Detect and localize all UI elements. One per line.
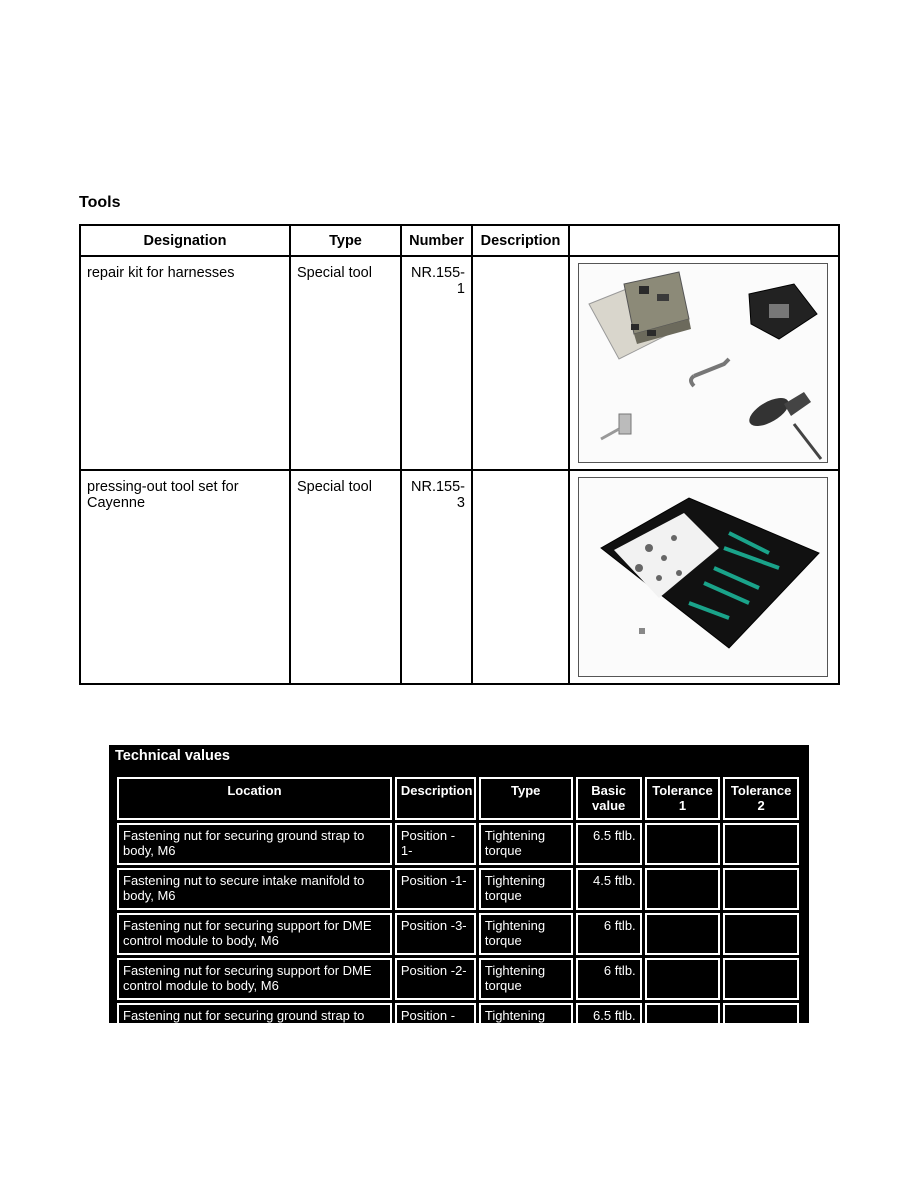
basic-value-cell: 4.5 ftlb. — [576, 868, 642, 910]
tool-type: Special tool — [290, 470, 401, 684]
header-description: Description — [395, 777, 476, 820]
tool-designation: pressing-out tool set for Cayenne — [80, 470, 290, 684]
tolerance-1-cell — [645, 913, 721, 955]
tool-description — [472, 256, 569, 470]
tools-title: Tools — [79, 194, 121, 211]
technical-values-title: Technical values — [115, 748, 230, 764]
table-row — [117, 958, 799, 1000]
header-image — [569, 225, 839, 256]
description-cell: Position -3- — [395, 913, 476, 955]
tolerance-1-cell — [645, 1003, 721, 1045]
header-type: Type — [290, 225, 401, 256]
header-description: Description — [472, 225, 569, 256]
tool-number: NR.155-1 — [401, 256, 472, 470]
location-cell: Fastening nut for securing ground strap to body, M6 — [117, 823, 392, 865]
table-row — [117, 913, 799, 955]
header-tolerance-1: Tolerance 1 — [645, 777, 721, 820]
tools-header-row — [80, 225, 839, 256]
location-cell: Fastening nut to secure intake manifold to body, M6 — [117, 868, 392, 910]
tool-number: NR.155-3 — [401, 470, 472, 684]
pressing-out-tool-case-photo — [578, 477, 828, 677]
tool-description — [472, 470, 569, 684]
location-cell: Fastening nut for securing ground strap to body, M6 — [117, 1003, 392, 1045]
tool-image-cell — [569, 256, 839, 470]
type-cell: Tightening torque — [479, 868, 573, 910]
table-row — [80, 470, 839, 684]
tool-designation: repair kit for harnesses — [80, 256, 290, 470]
tool-image-cell — [569, 470, 839, 684]
description-cell: Position - 1- — [395, 1003, 476, 1045]
technical-values-panel — [109, 745, 809, 1038]
location-cell: Fastening nut for securing support for DME control module to body, M6 — [117, 913, 392, 955]
tolerance-2-cell — [723, 868, 799, 910]
tolerance-2-cell — [723, 823, 799, 865]
basic-value-cell: 6.5 ftlb. — [576, 823, 642, 865]
technical-values-table — [114, 774, 802, 1048]
tolerance-2-cell — [723, 1003, 799, 1045]
header-number: Number — [401, 225, 472, 256]
tolerance-1-cell — [645, 823, 721, 865]
tolerance-2-cell — [723, 913, 799, 955]
type-cell: Tightening torque — [479, 823, 573, 865]
description-cell: Position -1- — [395, 868, 476, 910]
tolerance-1-cell — [645, 958, 721, 1000]
table-row — [80, 256, 839, 470]
type-cell: Tightening torque — [479, 958, 573, 1000]
harness-repair-kit-photo — [578, 263, 828, 463]
technical-values-header-row — [117, 777, 799, 820]
header-type: Type — [479, 777, 573, 820]
table-row — [117, 1003, 799, 1045]
location-cell: Fastening nut for securing support for DME control module to body, M6 — [117, 958, 392, 1000]
header-designation: Designation — [80, 225, 290, 256]
description-cell: Position - 1- — [395, 823, 476, 865]
basic-value-cell: 6 ftlb. — [576, 958, 642, 1000]
tolerance-2-cell — [723, 958, 799, 1000]
type-cell: Tightening torque — [479, 1003, 573, 1045]
description-cell: Position -2- — [395, 958, 476, 1000]
header-location: Location — [117, 777, 392, 820]
header-tolerance-2: Tolerance 2 — [723, 777, 799, 820]
tools-table — [79, 224, 840, 685]
header-basic-value: Basic value — [576, 777, 642, 820]
table-row — [117, 868, 799, 910]
tool-type: Special tool — [290, 256, 401, 470]
table-row — [117, 823, 799, 865]
type-cell: Tightening torque — [479, 913, 573, 955]
basic-value-cell: 6.5 ftlb. — [576, 1003, 642, 1045]
tolerance-1-cell — [645, 868, 721, 910]
basic-value-cell: 6 ftlb. — [576, 913, 642, 955]
